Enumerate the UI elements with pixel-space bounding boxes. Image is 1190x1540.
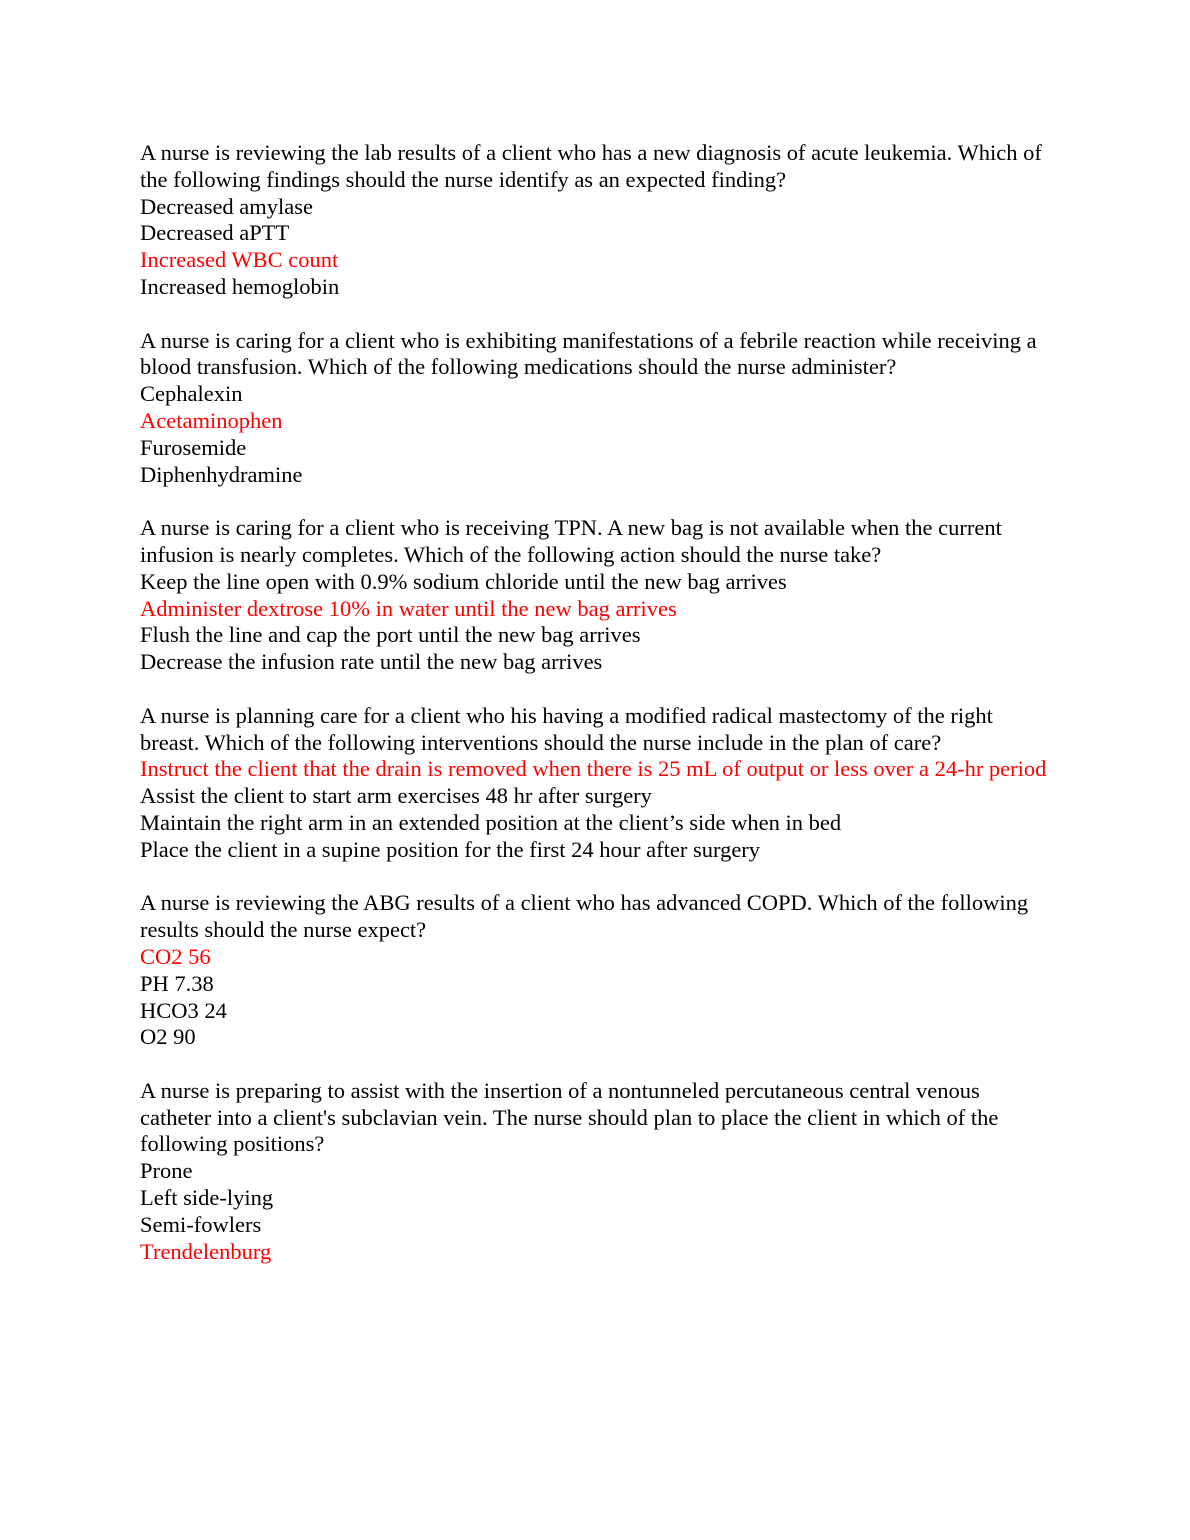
question-stem: A nurse is reviewing the lab results of a client who has a new diagnosis of acute leukemia. Which of the following findings should the nurse identify as an expected finding? bbox=[140, 140, 1042, 192]
correct-answer-option: Increased WBC count bbox=[140, 247, 339, 273]
question-stem: A nurse is reviewing the ABG results of a client who has advanced COPD. Which of the following results should the nurse expect? bbox=[140, 890, 1029, 943]
answer-option: Prone bbox=[140, 1158, 193, 1184]
answer-option: Flush the line and cap the port until the new bag arrives bbox=[140, 622, 641, 648]
answer-options bbox=[140, 944, 1050, 1051]
answer-option: HCO3 24 bbox=[140, 997, 227, 1023]
answer-option: Semi-fowlers bbox=[140, 1211, 262, 1237]
correct-answer-option: CO2 56 bbox=[140, 943, 211, 969]
answer-option: Cephalexin bbox=[140, 381, 243, 407]
answer-option: Keep the line open with 0.9% sodium chloride until the new bag arrives bbox=[140, 568, 787, 594]
question-block-6 bbox=[140, 1078, 1050, 1266]
question-block-2 bbox=[140, 328, 1050, 489]
answer-option: Decrease the infusion rate until the new bag arrives bbox=[140, 649, 603, 675]
correct-answer-option: Administer dextrose 10% in water until the new bag arrives bbox=[140, 595, 677, 621]
question-block-5 bbox=[140, 890, 1050, 1051]
question-stem: A nurse is caring for a client who is receiving TPN. A new bag is not available when the current infusion is nearly completes. Which of the following action should the nurse take? bbox=[140, 515, 1002, 567]
answer-options bbox=[140, 569, 1050, 676]
answer-option: Increased hemoglobin bbox=[140, 273, 340, 299]
question-stem: A nurse is planning care for a client who his having a modified radical mastectomy of the right breast. Which of the following interventions should the nurse include in the plan of care? bbox=[140, 702, 993, 755]
answer-option: Furosemide bbox=[140, 434, 247, 460]
correct-answer-option: Trendelenburg bbox=[140, 1238, 272, 1264]
answer-option: Decreased aPTT bbox=[140, 220, 290, 246]
question-block-3 bbox=[140, 515, 1050, 676]
answer-options bbox=[140, 1158, 1050, 1265]
document-page bbox=[140, 140, 1050, 1292]
answer-option: Assist the client to start arm exercises 48 hr after surgery bbox=[140, 783, 652, 809]
answer-options bbox=[140, 194, 1050, 301]
answer-option: Decreased amylase bbox=[140, 193, 314, 219]
question-stem: A nurse is caring for a client who is exhibiting manifestations of a febrile reaction while receiving a blood transfusion. Which of the following medications should the nurse administer? bbox=[140, 327, 1037, 380]
question-block-4 bbox=[140, 703, 1050, 864]
answer-options bbox=[140, 756, 1050, 863]
answer-option: O2 90 bbox=[140, 1024, 196, 1050]
question-stem: A nurse is preparing to assist with the insertion of a nontunneled percutaneous central venous catheter into a client's subclavian vein. The nurse should plan to place the client in which of the following positions? bbox=[140, 1077, 999, 1157]
answer-options bbox=[140, 381, 1050, 488]
answer-option: Place the client in a supine position for the first 24 hour after surgery bbox=[140, 836, 761, 862]
correct-answer-option: Instruct the client that the drain is removed when there is 25 mL of output or less over a 24-hr period bbox=[140, 756, 1047, 782]
answer-option: PH 7.38 bbox=[140, 970, 214, 996]
correct-answer-option: Acetaminophen bbox=[140, 407, 283, 433]
answer-option: Left side-lying bbox=[140, 1185, 274, 1211]
question-block-1 bbox=[140, 140, 1050, 301]
answer-option: Maintain the right arm in an extended position at the client’s side when in bed bbox=[140, 809, 842, 835]
answer-option: Diphenhydramine bbox=[140, 461, 303, 487]
